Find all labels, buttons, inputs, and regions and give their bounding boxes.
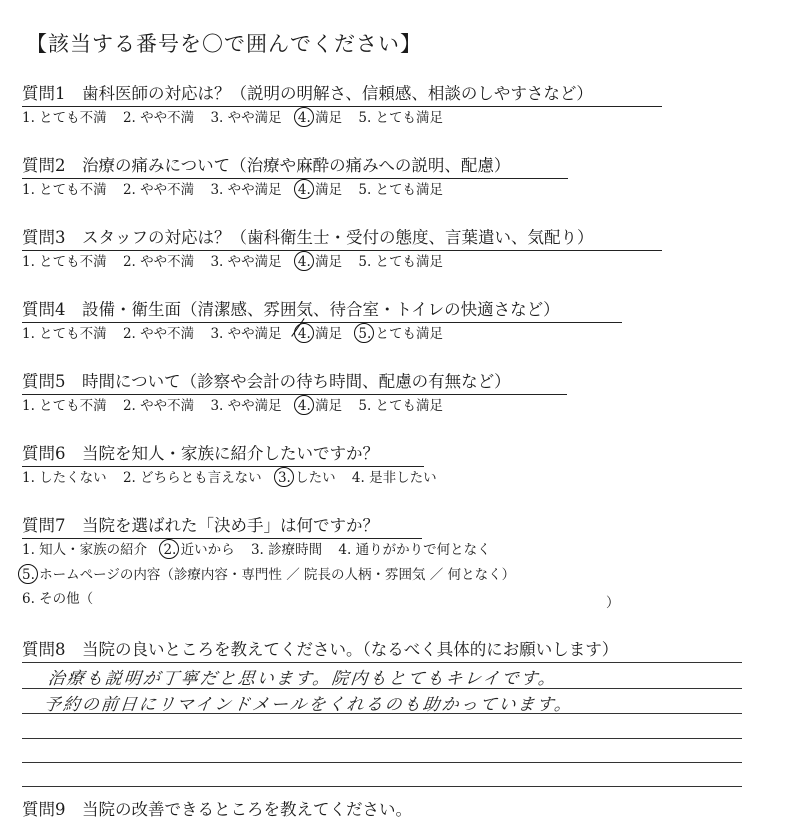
question-7-options-row-1 bbox=[22, 541, 503, 559]
form-title: 【該当する番号を〇で囲んでください】 bbox=[26, 32, 422, 56]
question-5-heading: 質問5 時間について（診察や会計の待ち時間、配慮の有無など） bbox=[22, 372, 511, 391]
answer-line bbox=[22, 738, 742, 739]
question-6-heading: 質問6 当院を知人・家族に紹介したいですか？ bbox=[22, 444, 379, 463]
question-4-heading: 質問4 設備・衛生面（清潔感、雰囲気、待合室・トイレの快適さなど） bbox=[22, 300, 560, 319]
q5-option-3[interactable]: 3. やや満足 bbox=[210, 398, 282, 414]
question-1-underline bbox=[22, 106, 662, 107]
q6-option-1[interactable]: 1. したくない bbox=[22, 470, 107, 486]
answer-line bbox=[22, 786, 742, 787]
q5-option-2[interactable]: 2. やや不満 bbox=[122, 398, 195, 414]
question-2-heading: 質問2 治療の痛みについて（治療や麻酔の痛みへの説明、配慮） bbox=[22, 156, 511, 175]
q1-option-2[interactable]: 2. やや不満 bbox=[122, 110, 195, 126]
q6-option-2[interactable]: 2. どちらとも言えない bbox=[122, 470, 262, 486]
q2-option-5[interactable]: 5. とても満足 bbox=[358, 182, 444, 198]
q4-option-3[interactable]: 3. やや満足 bbox=[210, 326, 282, 342]
q2-option-3[interactable]: 3. やや満足 bbox=[210, 182, 282, 198]
question-2-options bbox=[22, 181, 455, 199]
question-8-heading: 質問8 当院の良いところを教えてください。（なるべく具体的にお願いします） bbox=[22, 640, 619, 659]
q8-handwritten-answer-line-2: 予約の前日にリマインドメールをくれるのも助かっています。 bbox=[42, 695, 575, 715]
q6-option-3-selected[interactable]: 3. したい bbox=[277, 470, 336, 486]
question-5-options bbox=[22, 397, 455, 415]
question-5-underline bbox=[22, 394, 567, 395]
q1-option-1[interactable]: 1. とても不満 bbox=[22, 110, 107, 126]
q2-option-1[interactable]: 1. とても不満 bbox=[22, 182, 107, 198]
q7-other-close-paren: ） bbox=[606, 595, 620, 611]
question-9-heading: 質問9 当院の改善できるところを教えてください。 bbox=[22, 800, 412, 819]
question-1-heading: 質問1 歯科医師の対応は？（説明の明解さ、信頼感、相談のしやすさなど） bbox=[22, 84, 593, 103]
question-7-heading: 質問7 当院を選ばれた「決め手」は何ですか？ bbox=[22, 516, 379, 535]
question-1-options bbox=[22, 109, 455, 127]
q3-option-3[interactable]: 3. やや満足 bbox=[210, 254, 282, 270]
answer-line bbox=[22, 662, 742, 663]
question-7-underline bbox=[22, 538, 422, 539]
question-3-underline bbox=[22, 250, 662, 251]
question-2-underline bbox=[22, 178, 568, 179]
q3-option-1[interactable]: 1. とても不満 bbox=[22, 254, 107, 270]
q6-option-4[interactable]: 4. 是非したい bbox=[351, 470, 437, 486]
q7-option-2-selected[interactable]: 2. 近いから bbox=[163, 542, 235, 558]
q7-option-4[interactable]: 4. 通りがかりで何となく bbox=[338, 542, 491, 558]
question-3-options bbox=[22, 253, 455, 271]
q5-option-5[interactable]: 5. とても満足 bbox=[358, 398, 444, 414]
q4-option-5-selected[interactable]: 5. とても満足 bbox=[358, 326, 444, 342]
q5-option-4-selected[interactable]: 4. 満足 bbox=[297, 398, 343, 414]
q7-option-3[interactable]: 3. 診療時間 bbox=[250, 542, 323, 558]
q7-option-5-selected[interactable]: 5. ホームページの内容（診療内容・専門性 ／ 院長の人柄・雰囲気 ／ 何となく） bbox=[22, 567, 516, 583]
question-6-underline bbox=[22, 466, 424, 467]
q7-option-1[interactable]: 1. 知人・家族の紹介 bbox=[22, 542, 148, 558]
question-7-options-row-2 bbox=[22, 566, 527, 584]
q5-option-1[interactable]: 1. とても不満 bbox=[22, 398, 107, 414]
q4-option-2[interactable]: 2. やや不満 bbox=[122, 326, 195, 342]
q3-option-5[interactable]: 5. とても満足 bbox=[358, 254, 444, 270]
q1-option-4-selected[interactable]: 4. 満足 bbox=[297, 110, 343, 126]
q1-option-5[interactable]: 5. とても満足 bbox=[358, 110, 444, 126]
q3-option-4-selected[interactable]: 4. 満足 bbox=[297, 254, 343, 270]
q4-option-1[interactable]: 1. とても不満 bbox=[22, 326, 107, 342]
question-4-options bbox=[22, 325, 455, 343]
question-3-heading: 質問3 スタッフの対応は？（歯科衛生士・受付の態度、言葉遣い、気配り） bbox=[22, 228, 594, 247]
q4-option-4-crossed-out[interactable]: 4. 満足 bbox=[297, 326, 343, 342]
q7-option-6-other[interactable]: 6. その他（ bbox=[22, 591, 94, 607]
question-6-options bbox=[22, 469, 449, 487]
question-4-underline bbox=[22, 322, 622, 323]
q2-option-4-selected[interactable]: 4. 満足 bbox=[297, 182, 343, 198]
q3-option-2[interactable]: 2. やや不満 bbox=[122, 254, 195, 270]
question-7-options-row-3 bbox=[22, 590, 105, 608]
q8-handwritten-answer-line-1: 治療も説明が丁寧だと思います。院内もとてもキレイです。 bbox=[46, 669, 559, 689]
q2-option-2[interactable]: 2. やや不満 bbox=[122, 182, 195, 198]
q1-option-3[interactable]: 3. やや満足 bbox=[210, 110, 282, 126]
answer-line bbox=[22, 762, 742, 763]
